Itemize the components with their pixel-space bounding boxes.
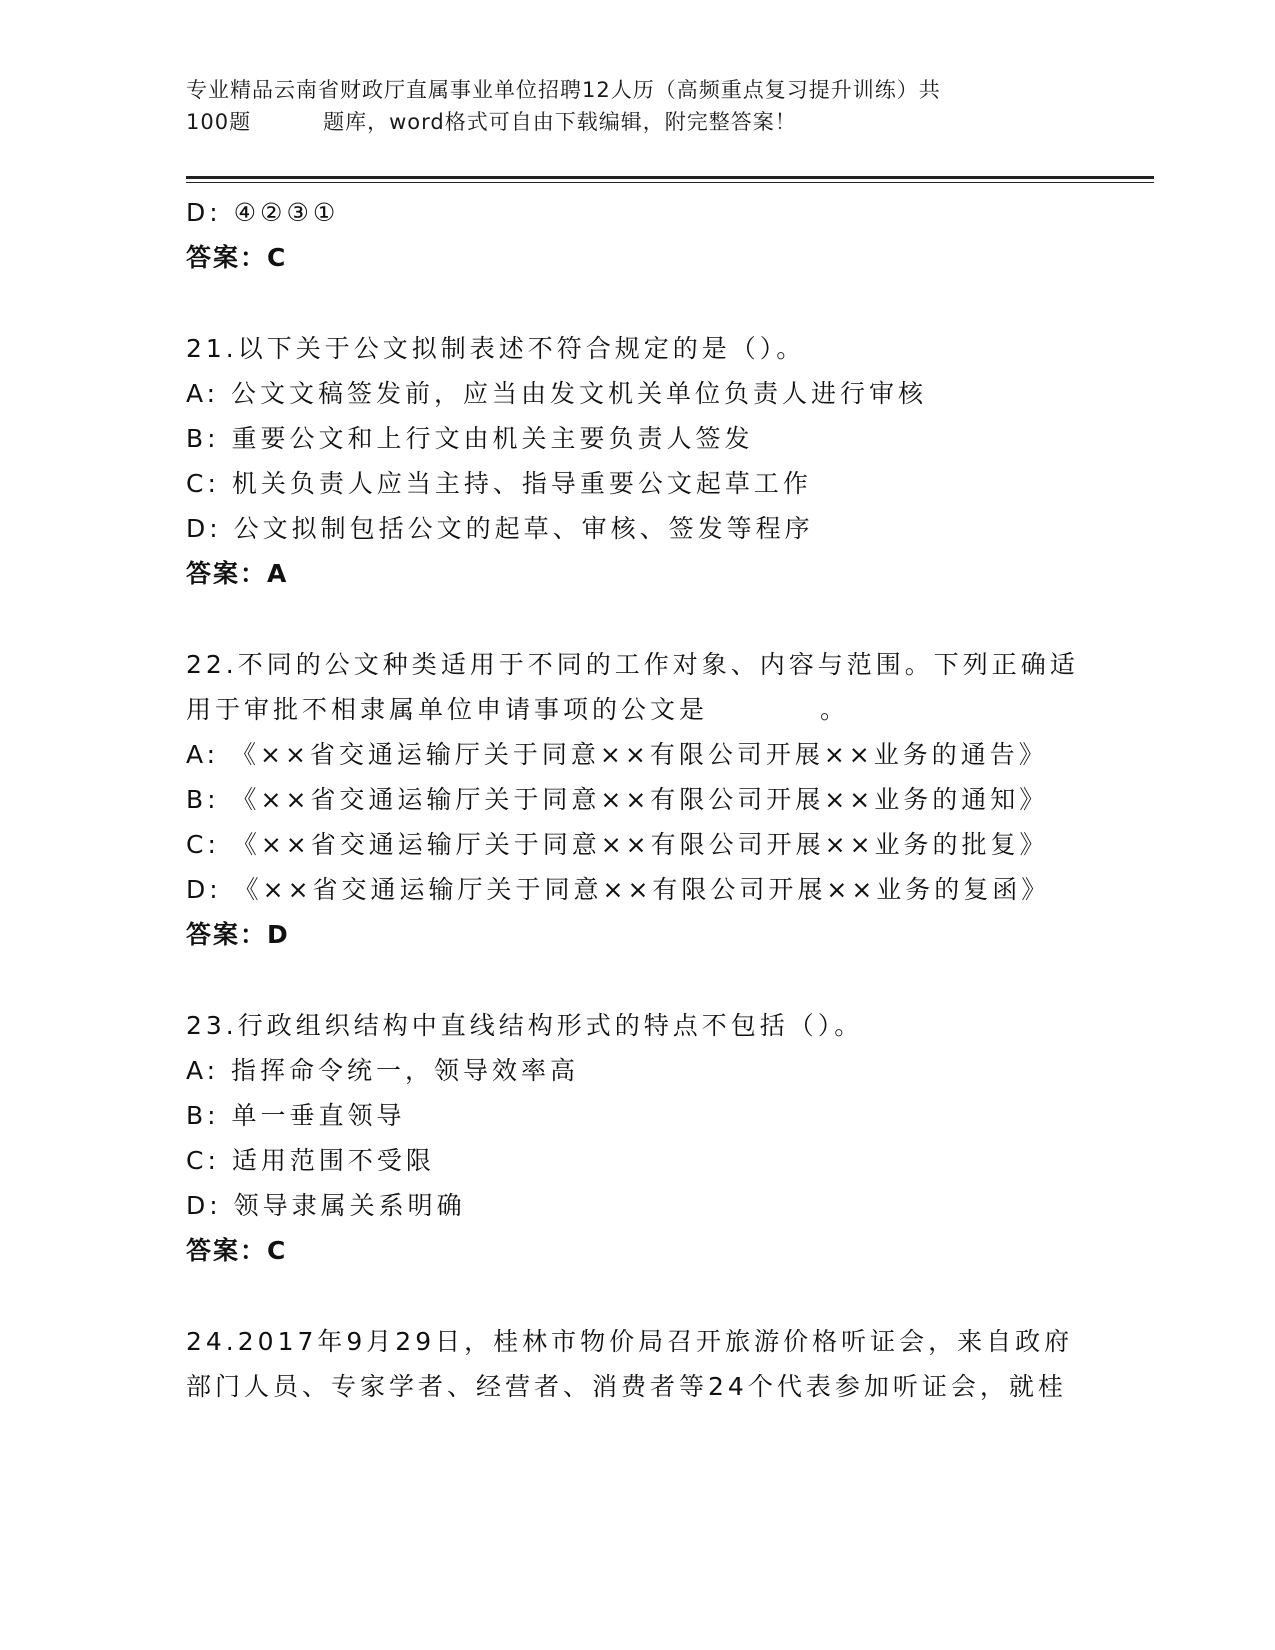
- question-content: [186, 190, 1086, 1409]
- question-21: [186, 326, 1086, 596]
- question-text-end: 。: [820, 695, 850, 724]
- header-description: 题库，word格式可自由下载编辑，附完整答案！: [323, 110, 797, 134]
- answer: 答案：C: [186, 1236, 288, 1265]
- option-b: B: 单一垂直领导: [186, 1101, 406, 1130]
- question-text-line-2: 部门人员、专家学者、经营者、消费者等24个代表参加听证会，就桂: [186, 1372, 1067, 1401]
- option-b: B: 《××省交通运输厅关于同意××有限公司开展××业务的通知》: [186, 785, 1049, 814]
- option-d: D: 《××省交通运输厅关于同意××有限公司开展××业务的复函》: [186, 875, 1051, 904]
- question-text-line-1: 22.不同的公文种类适用于不同的工作对象、内容与范围。下列正确适: [186, 650, 1079, 679]
- option-b: B: 重要公文和上行文由机关主要负责人签发: [186, 424, 754, 453]
- answer: 答案：A: [186, 559, 289, 588]
- option-a: A: 公文文稿签发前，应当由发文机关单位负责人进行审核: [186, 379, 928, 408]
- question-text-part: 用于审批不相隶属单位申请事项的公文是: [186, 695, 709, 724]
- option-d: D: 公文拟制包括公文的起草、审核、签发等程序: [186, 514, 814, 543]
- option-a: A: 《××省交通运输厅关于同意××有限公司开展××业务的通告》: [186, 740, 1048, 769]
- question-24: [186, 1319, 1086, 1409]
- question-23: [186, 1003, 1086, 1273]
- option-c: C: 适用范围不受限: [186, 1146, 435, 1175]
- question-text-line-2: [186, 687, 1086, 732]
- page-header: [186, 74, 1066, 138]
- question-text: 21.以下关于公文拟制表述不符合规定的是（）。: [186, 334, 806, 363]
- question-22: [186, 642, 1086, 957]
- header-count: 100题: [186, 110, 252, 134]
- option-a: A: 指挥命令统一，领导效率高: [186, 1056, 580, 1085]
- header-line-2: [186, 106, 1066, 138]
- question-text-line-1: 24.2017年9月29日，桂林市物价局召开旅游价格听证会，来自政府: [186, 1327, 1074, 1356]
- option-c: C: 《××省交通运输厅关于同意××有限公司开展××业务的批复》: [186, 830, 1049, 859]
- prev-answer: 答案：C: [186, 243, 288, 272]
- header-divider-thick: [186, 176, 1154, 179]
- option-c: C: 机关负责人应当主持、指导重要公文起草工作: [186, 469, 812, 498]
- option-d: D: 领导隶属关系明确: [186, 1191, 466, 1220]
- header-line-1: 专业精品云南省财政厅直属事业单位招聘12人历（高频重点复习提升训练）共: [186, 78, 941, 102]
- question-text: 23.行政组织结构中直线结构形式的特点不包括（）。: [186, 1011, 864, 1040]
- header-divider-thin: [186, 182, 1154, 183]
- prev-option-d: D: ④②③①: [186, 198, 340, 227]
- answer: 答案：D: [186, 920, 290, 949]
